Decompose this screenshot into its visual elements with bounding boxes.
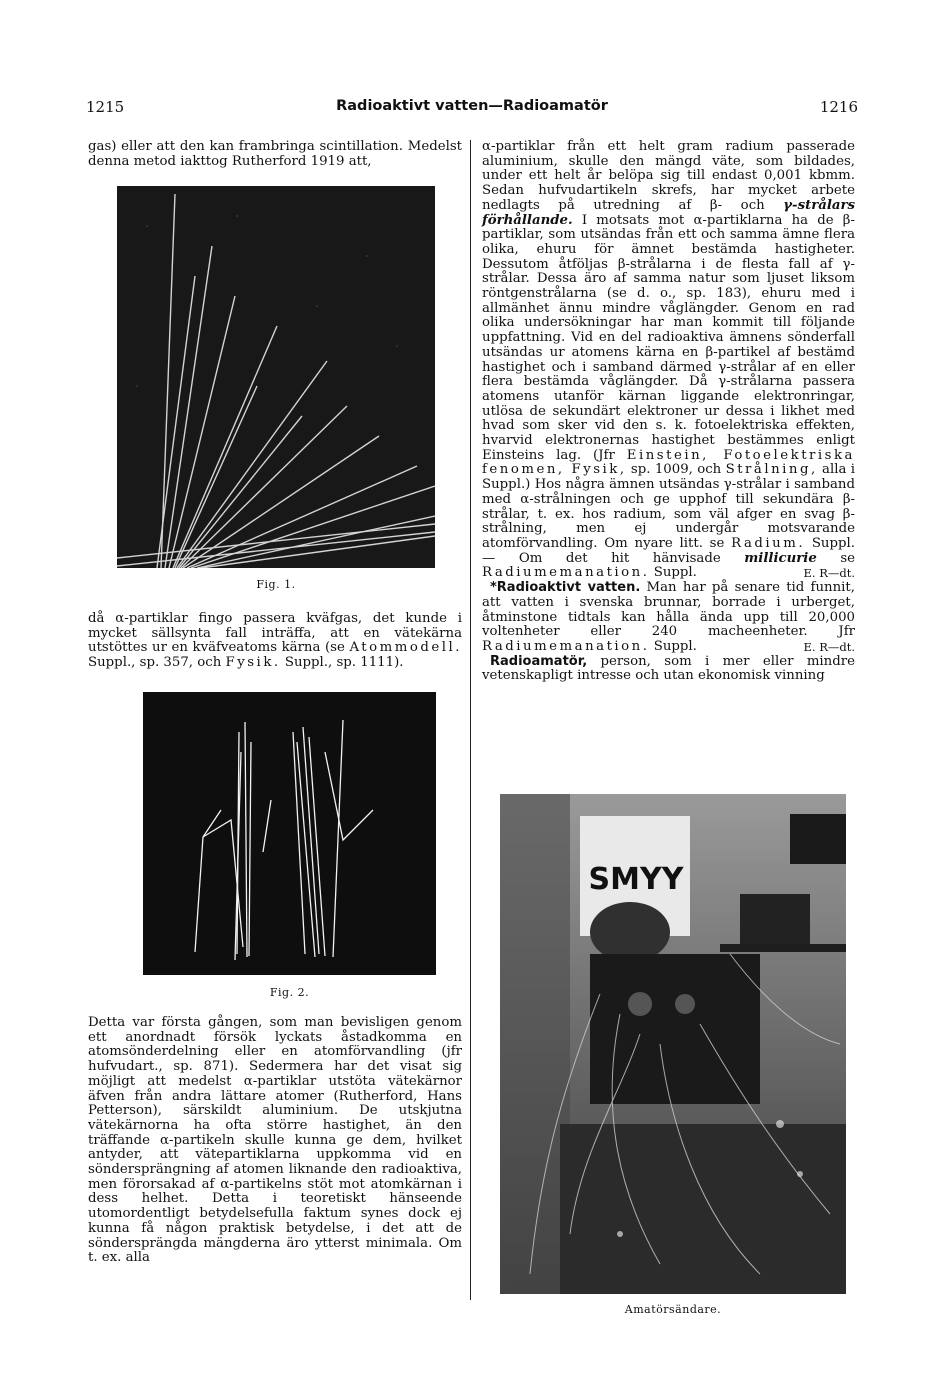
entry-radioaktivt-vatten bbox=[482, 581, 855, 655]
page-header bbox=[86, 98, 858, 122]
left-col-para3 bbox=[88, 1016, 462, 1266]
cross-reference: Einstein, Fotoelektriska fenomen, Fysik, bbox=[482, 447, 855, 478]
figure-2-particle-tracks bbox=[143, 692, 436, 975]
paragraph: gas) eller att den kan frambringa scintillation. Medelst denna metod iakttog Rutherford 1919 att, bbox=[88, 139, 462, 169]
entry-headword: *Radioaktivt vatten. bbox=[490, 580, 641, 596]
cross-reference: Fysik. bbox=[225, 655, 281, 671]
figure-1-cloud-chamber-tracks bbox=[117, 186, 435, 568]
photo-sign-text: SMYY bbox=[588, 862, 684, 897]
figure-2-caption: Fig. 2. bbox=[269, 986, 310, 999]
text-run: Man har på senare tid funnit, att vatten i svenska brunnar, borrade i urberget, åtminstone tidtals kan hålla ända upp till 20,000 voltenheter eller 240 macheenheter. Jfr bbox=[482, 580, 855, 640]
text-run: då α-partiklar fingo passera kväfgas, det kunde i mycket sällsynta fall inträffa, att en vätekärna utstöttes ur en kväfveatoms kärna (se bbox=[88, 611, 462, 656]
paragraph bbox=[88, 612, 462, 671]
text-run: Suppl. bbox=[649, 638, 697, 654]
text-run: Suppl., sp. 1111). bbox=[280, 655, 404, 671]
photo-caption: Amatörsändare. bbox=[624, 1303, 722, 1316]
right-col-text bbox=[482, 140, 855, 684]
text-run: person, som i mer eller mindre vetenskapligt intresse och utan ekonomisk vinning bbox=[482, 653, 855, 684]
text-run: I motsats mot α-partiklarna ha de β-partiklar, som utsändas från ett och samma ämne flera olika, ehuru för ämnet bestämda hastigheter. Dessutom åtföljas β-strålarna i de flesta fall af γ-strålar. Dessa äro af samma natur som ljuset liksom röntgenstrålarna (se d. o., sp. 183), ehuru med i allmänhet ännu mindre våglängder. Genom en rad olika undersökningar har man kommit till följande uppfattning. Vid en del radioaktiva ämnens sönderfall utsändas ur atomens kärna en β-partikel af bestämd hastighet och i samband därmed γ-strålar af en eller flera bestämda våglängder. Då γ-strålarna passera atomens utanför kärnan liggande elektronringar, utlösa de sekundärt elektroner ur dessa i likhet med hvad som sker vid den s. k. fotoelektriska effekten, hvarvid elektronernas hastighet bestämmes enligt Einsteins lag. (Jfr bbox=[482, 212, 855, 463]
text-run: se bbox=[816, 550, 856, 566]
emphasis: millicurie bbox=[744, 550, 817, 566]
author-signature: E. R—dt. bbox=[803, 639, 855, 654]
text-run: α-partiklar från ett helt gram radium passerade aluminium, skulle den mängd väte, som bildades, under ett helt år belöpa sig till endast 0,001 kbmm. Sedan hufvudartikeln skrefs, har mycket arbete nedlagts på utredning af β- och bbox=[482, 139, 855, 213]
entry-headword: Radioamatör, bbox=[490, 653, 588, 669]
cross-reference: Radiumemanation. bbox=[482, 638, 650, 654]
left-col-para1 bbox=[88, 140, 462, 169]
text-run: sp. 1009, och bbox=[626, 462, 726, 478]
cross-reference: Radium. bbox=[731, 535, 806, 551]
cross-reference: Radiumemanation. bbox=[482, 565, 650, 581]
cross-reference: Strålning, bbox=[725, 462, 818, 478]
page-number-left: 1215 bbox=[86, 98, 125, 116]
entry-radioamator bbox=[482, 655, 855, 684]
text-run: Suppl., sp. 357, och bbox=[88, 655, 226, 671]
column-divider bbox=[470, 140, 471, 1300]
running-title: Radioaktivt vatten—Radioamatör bbox=[336, 98, 608, 114]
left-col-para2 bbox=[88, 612, 462, 671]
author-signature: E. R—dt. bbox=[803, 566, 855, 581]
text-run: alla i Suppl.) Hos några ämnen utsändas γ-strålar i samband med α-strålningen och ge upphof till sekundära β-strålar, t. ex. hos radium, som väl afger en svag β-strålning, men ej undergår motsvarande atomförvandling. Om nyare litt. se bbox=[482, 462, 855, 551]
photo-amateur-transmitter bbox=[500, 794, 846, 1294]
text-run: Suppl. bbox=[649, 565, 697, 581]
figure-1-caption: Fig. 1. bbox=[256, 578, 296, 591]
paragraph bbox=[482, 140, 855, 581]
page-number-right: 1216 bbox=[819, 98, 858, 116]
paragraph: Detta var första gången, som man bevisligen genom ett anordnadt försök lyckats åstadkomma en atomsönderdelning eller en atomförvandling (jfr hufvudart., sp. 871). Sedermera har det visat sig möjligt att medelst α-partiklar utstöta vätekärnor äfven från andra lättare atomer (Rutherford, Hans Petterson), särskildt aluminium. De utskjutna vätekärnorna ha ofta större hastighet, än den träffande α-partikeln skulle kunna ge dem, hvilket antyder, att vätepartiklarna uppkomma vid en söndersprängning af atomen liknande den radioaktiva, men förorsakad af α-partikelns stöt mot atomkärnan i dess helhet. Detta i teoretiskt hänseende utomordentligt betydelsefulla faktum synes dock ej kunna få någon praktisk betydelse, i det att de söndersprängda mängderna äro ytterst minimala. Om t. ex. alla bbox=[88, 1015, 462, 1266]
cross-reference: Atommodell. bbox=[349, 640, 462, 656]
emphasis: γ-strålars förhållande. bbox=[482, 197, 855, 228]
text-run: Suppl. — Om det hit hänvisade bbox=[482, 535, 855, 566]
